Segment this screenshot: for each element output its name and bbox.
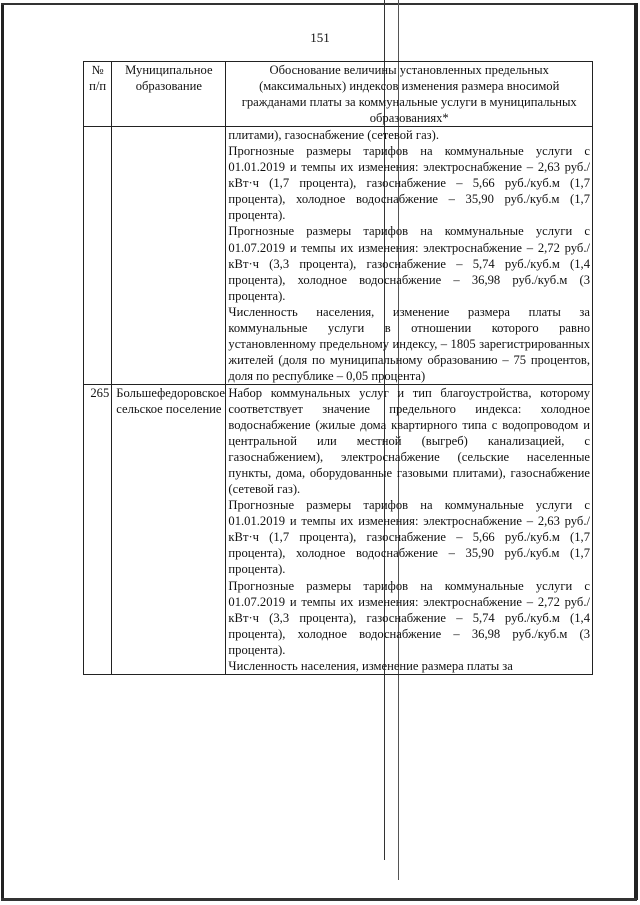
justification-paragraph: Прогнозные размеры тарифов на коммунальные услуги с 01.01.2019 и темпы их изменения: электроснабжение – 2,63 руб./кВт·ч (1,7 процента), газоснабжение – 5,66 руб./куб.м (1,7 процента), холодное водоснабжение – 35,90 руб./куб.м (1,7 процента).: [228, 144, 590, 223]
header-municipality: Муниципальное образование: [112, 62, 226, 127]
scan-border-bottom: [1, 898, 637, 901]
tariff-table: [83, 61, 593, 675]
row-number: 265: [84, 384, 112, 674]
page-number: 151: [310, 30, 330, 45]
justification-paragraph: Численность населения, изменение размера платы за: [228, 658, 513, 673]
justification-paragraph: плитами), газоснабжение (сетевой газ).: [228, 128, 439, 143]
justification-paragraph: Прогнозные размеры тарифов на коммунальные услуги с 01.07.2019 и темпы их изменения: электроснабжение – 2,72 руб./кВт·ч (3,3 процента), газоснабжение – 5,74 руб./куб.м (1,4 процента), холодное водоснабжение – 36,98 руб./куб.м (3 процента).: [228, 578, 590, 657]
row-justification: [226, 384, 593, 674]
scan-border-left: [1, 4, 4, 901]
header-number: № п/п: [84, 62, 112, 127]
table-row: [84, 384, 593, 674]
header-justification: Обоснование величины установленных предельных (максимальных) индексов изменения размера вносимой гражданами платы за коммунальные услуги в муниципальных образованиях*: [226, 62, 593, 127]
table-header-row: [84, 62, 593, 127]
row-number: [84, 127, 112, 385]
justification-paragraph: Прогнозные размеры тарифов на коммунальные услуги с 01.01.2019 и темпы их изменения: электроснабжение – 2,63 руб./кВт·ч (1,7 процента), газоснабжение – 5,66 руб./куб.м (1,7 процента), холодное водоснабжение – 35,90 руб./куб.м (1,7 процента).: [228, 498, 590, 577]
row-municipality: Большефедоровское сельское поселение: [112, 384, 226, 674]
justification-paragraph: Прогнозные размеры тарифов на коммунальные услуги с 01.07.2019 и темпы их изменения: электроснабжение – 2,72 руб./кВт·ч (3,3 процента), газоснабжение – 5,74 руб./куб.м (1,4 процента), холодное водоснабжение – 36,98 руб./куб.м (3 процента).: [228, 224, 590, 303]
justification-paragraph: Численность населения, изменение размера платы за коммунальные услуги в отношении которого равно установленному предельному индексу, – 1805 зарегистрированных жителей (доля по муниципальному образованию – 75 процентов, доля по республике – 0,05 процента): [228, 304, 590, 383]
justification-paragraph: Набор коммунальных услуг и тип благоустройства, которому соответствует значение предельного индекса: холодное водоснабжение (жилые дома квартирного типа с водопроводом и центральной или местной (выгреб) канализацией, с газоснабжением), электроснабжение (сельские населенные пункты, дома, оборудованные газовыми плитами), газоснабжение (сетевой газ).: [228, 385, 590, 497]
scan-border-right: [634, 3, 638, 900]
scan-border-top: [1, 3, 637, 5]
table-row: [84, 127, 593, 385]
row-justification: [226, 127, 593, 385]
row-municipality: [112, 127, 226, 385]
